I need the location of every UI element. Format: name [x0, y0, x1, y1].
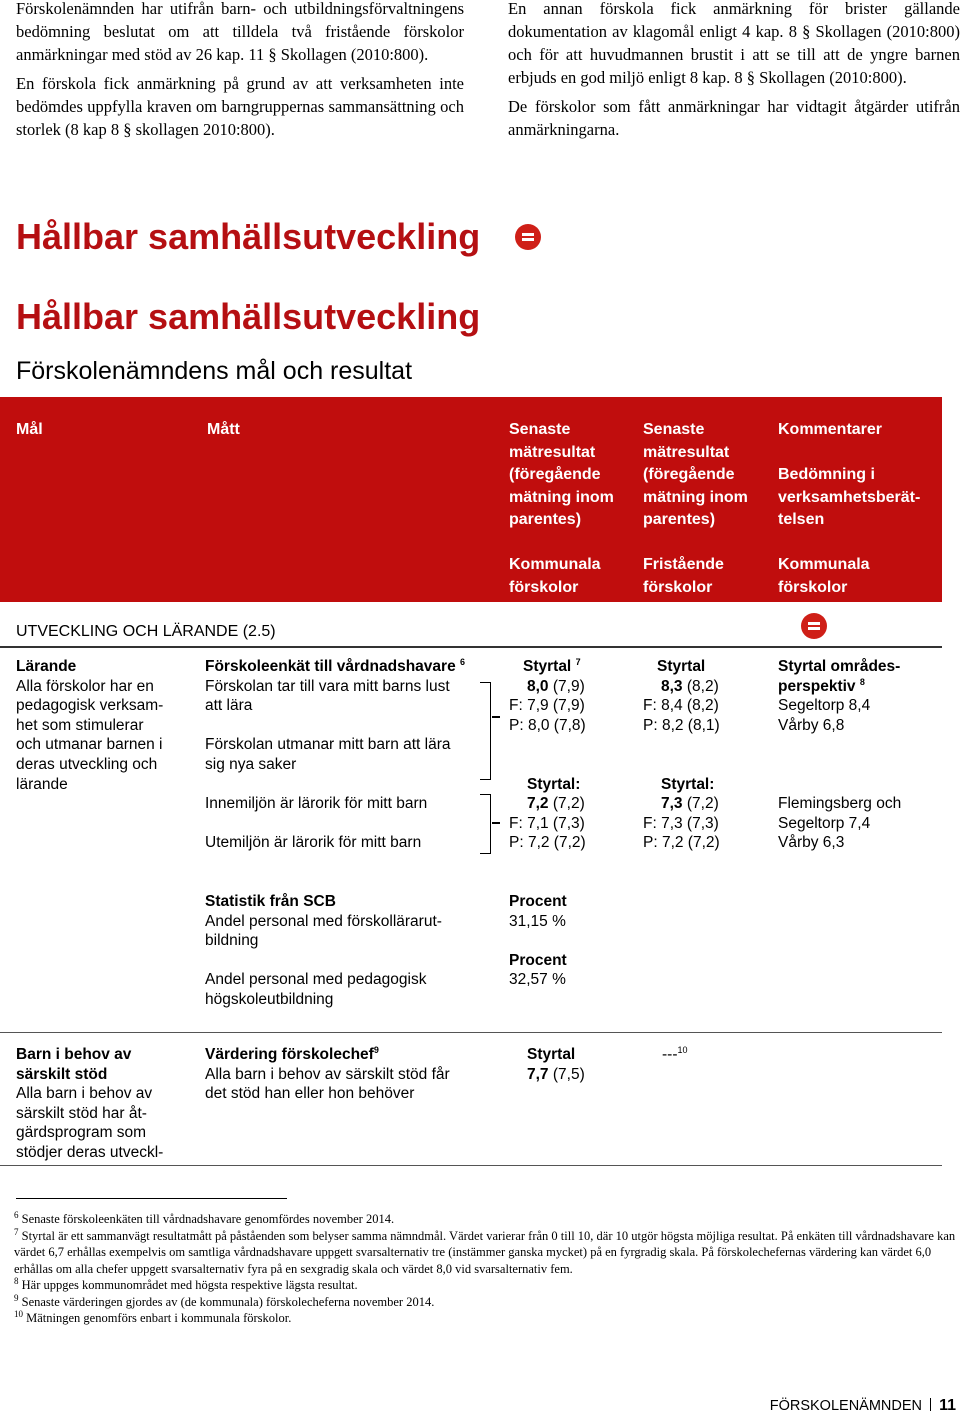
- scb-measure-line: Andel personal med pedagogisk: [205, 971, 427, 989]
- header-matt: Mått: [207, 421, 240, 438]
- styrtal-label: Styrtal: [527, 1046, 576, 1063]
- result-value: [643, 794, 773, 814]
- header-line: förskolor: [509, 578, 579, 596]
- scb-measure-line: Andel personal med förskollärarut-: [205, 912, 442, 930]
- measure-line: Innemiljön är lärorik för mitt barn: [205, 795, 428, 813]
- goal-text-line: Alla barn i behov av: [16, 1085, 153, 1103]
- intro-right-paragraph-1: En annan förskola fick anmärkning för brister gällande dokumentation av klagomål enligt 4 kap. 8 § Skollagen (2010:800) och för att huvudmannen brustit i att se till att de yngre barnen erbjuds en god miljö enligt 8 kap. 8 § Skollagen (2010:800).: [508, 0, 960, 87]
- section-title-text: Hållbar samhällsutveckling: [16, 216, 481, 257]
- measure-line: Alla barn i behov av särskilt stöd får: [205, 1065, 450, 1083]
- styrtal-label: [509, 657, 639, 677]
- footnote-ref: 9: [373, 1044, 379, 1055]
- header-comments-kommunala: [778, 554, 870, 599]
- intro-right-paragraph-2: De förskolor som fått anmärkningar har vidtagit åtgärder utifrån anmärkningarna.: [508, 97, 960, 139]
- styrtal-label: Styrtal: [657, 658, 706, 675]
- footnote-text: Senaste förskoleenkäten till vårdnadshavare genomfördes november 2014.: [21, 1212, 395, 1226]
- group-brace-tick: [492, 716, 500, 718]
- footnote-text: Här uppges kommunområdet med högsta respektive lägsta resultat.: [21, 1278, 358, 1292]
- measure-line: det stöd han eller hon behöver: [205, 1085, 415, 1103]
- footnote: [14, 1211, 958, 1228]
- scb-statistics: [205, 892, 495, 1010]
- footnote-ref: 10: [677, 1044, 688, 1055]
- header-line: Bedömning i: [778, 466, 875, 483]
- footnote-text: Styrtal är ett sammanvägt resultatmått på påståenden som belyser samma nämndmål. Värdet varierar från 0 till 10, där 10 utgör högsta möjliga resultat. På enkäten till vårdnadshavare kan värdet 6,7 erhållas exempelvis om samtliga vårdnadshavare uppgett svarsalternativ tre (instämmer ganska mycket) på en fyrgradig skala. På förskolechefernas värdering kan värdet 6,0 erhållas om alla chefer uppgett svarsalternativ fyra på en sexgradig skala och värdet 8,0 vid svarsalternativ fem.: [14, 1228, 956, 1276]
- header-line: Senaste: [509, 421, 571, 438]
- intro-left-column: [16, 0, 464, 141]
- header-line: parentes): [509, 511, 582, 528]
- header-line: telsen: [778, 511, 825, 528]
- result-previous: (7,9): [548, 677, 585, 695]
- goal-title: Lärande: [16, 658, 77, 675]
- header-line: mätresultat: [643, 443, 730, 461]
- measure-line: Förskolan tar till vara mitt barns lust: [205, 677, 450, 695]
- header-line: Kommunala: [509, 556, 601, 573]
- page-number: 11: [939, 1397, 956, 1414]
- procent-label: Procent: [509, 951, 567, 969]
- comments-larande: [778, 657, 948, 853]
- result-kommunal-row2: [509, 1045, 639, 1084]
- measure-title: [205, 657, 495, 677]
- section-title: [16, 214, 480, 260]
- result-main: 8,0: [527, 677, 549, 695]
- result-previous: (7,5): [548, 1065, 585, 1083]
- measure-title-text: Förskoleenkät till vårdnadshavare: [205, 658, 456, 675]
- header-comments-title: Kommentarer: [778, 421, 883, 438]
- footnote-number: 7: [14, 1226, 19, 1237]
- group-brace: [480, 794, 491, 854]
- page-footer: [770, 1397, 956, 1415]
- result-value: [643, 677, 773, 697]
- intro-left-paragraph-2: En förskola fick anmärkning på grund av att verksamheten inte bedömdes uppfylla kraven om barngruppernas sammansättning och storlek (8 kap 8 § skollagen 2010:800).: [16, 74, 464, 139]
- header-line: Kommunala: [778, 556, 870, 573]
- footnote-ref: 6: [460, 656, 466, 667]
- goal-text-line: gärdsprogram som: [16, 1124, 147, 1142]
- measure-line: Förskolan utmanar mitt barn att lära: [205, 736, 451, 754]
- result-f: F: 7,3 (7,3): [643, 814, 719, 832]
- scb-value: 31,15 %: [509, 912, 566, 930]
- header-fristaende-forskolor: [643, 554, 724, 599]
- comment-line: Segeltorp 7,4: [778, 814, 871, 832]
- result-f: F: 7,9 (7,9): [509, 697, 585, 715]
- result-main: 7,7: [527, 1065, 549, 1083]
- footnotes: [14, 1211, 958, 1327]
- intro-right-column: [508, 0, 960, 141]
- styrtal-text: Styrtal: [523, 658, 572, 675]
- header-fristaende-latest: [643, 419, 773, 532]
- goal-text-line: Alla förskolor har en: [16, 677, 154, 695]
- result-p: P: 7,2 (7,2): [509, 834, 586, 852]
- footnote-number: 10: [14, 1308, 23, 1319]
- comment-title: [778, 677, 948, 697]
- result-p: P: 8,2 (8,1): [643, 716, 720, 734]
- group-brace: [480, 682, 491, 780]
- result-value: [509, 1065, 639, 1085]
- header-line: parentes): [643, 511, 716, 528]
- goal-text-line: deras utveckling och: [16, 755, 158, 773]
- divider: [0, 1165, 942, 1166]
- footer-label: FÖRSKOLENÄMNDEN: [769, 1398, 923, 1414]
- result-f: F: 7,1 (7,3): [509, 814, 585, 832]
- result-fristaende: [643, 657, 773, 853]
- result-value: [509, 794, 639, 814]
- header-line: mätresultat: [509, 443, 596, 461]
- footnote-text: Senaste värderingen gjordes av (de kommunala) förskolecheferna november 2014.: [21, 1294, 435, 1309]
- comment-title: Styrtal områdes-: [778, 658, 901, 675]
- subtitle: Förskolenämndens mål och resultat: [16, 357, 413, 385]
- procent-label: Procent: [509, 893, 567, 910]
- measure-line: Utemiljön är lärorik för mitt barn: [205, 834, 422, 852]
- result-f: F: 8,4 (8,2): [643, 697, 719, 715]
- scb-title: Statistik från SCB: [205, 893, 336, 910]
- header-line: verksamhetsberät-: [778, 488, 921, 506]
- header-comments: [778, 419, 938, 532]
- divider: [0, 1032, 942, 1033]
- goal-text-line: stödjer deras utveckl-: [16, 1143, 164, 1161]
- goal-text-line: lärande: [16, 775, 68, 793]
- result-p: P: 7,2 (7,2): [643, 834, 720, 852]
- header-line: Fristående: [643, 556, 724, 573]
- goal-text-line: och utmanar barnen i: [16, 736, 163, 754]
- result-value: [509, 677, 639, 697]
- result-main: 7,3: [661, 795, 683, 813]
- scb-value: 32,57 %: [509, 971, 566, 989]
- result-previous: (7,2): [682, 795, 719, 813]
- goal-text-line: särskilt stöd har åt-: [16, 1104, 147, 1122]
- comment-line: Segeltorp 8,4: [778, 697, 871, 715]
- result-previous: (7,2): [548, 795, 585, 813]
- measure-line: att lära: [205, 697, 253, 715]
- footnote-separator: [16, 1198, 287, 1199]
- measure-forskoleenkat: [205, 657, 495, 853]
- result-fristaende-row2: [662, 1045, 688, 1065]
- measure-vardering: [205, 1045, 500, 1104]
- goal-text-line: pedagogisk verksam-: [16, 697, 164, 715]
- footnote-ref: 7: [575, 656, 581, 667]
- header-kommunal-latest: [509, 419, 639, 532]
- goal-title: särskilt stöd: [16, 1065, 108, 1083]
- goal-text-line: het som stimulerar: [16, 716, 144, 734]
- result-p: P: 8,0 (7,8): [509, 716, 586, 734]
- group-title: UTVECKLING OCH LÄRANDE (2.5): [16, 623, 276, 640]
- intro-left-paragraph-1: Förskolenämnden har utifrån barn- och utbildningsförvaltningens bedömning beslutat om att tilldela två fristående förskolor anmärkningar med stöd av 26 kap. 11 § Skollagen (2010:800).: [16, 0, 464, 64]
- footnote: [14, 1310, 958, 1327]
- scb-measure-line: bildning: [205, 932, 259, 950]
- header-line: (föregående: [643, 466, 735, 483]
- footnote-ref: 8: [859, 676, 865, 687]
- header-line: mätning inom: [643, 488, 748, 506]
- scb-values: [509, 892, 639, 990]
- comment-title-text: perspektiv: [778, 677, 856, 695]
- comment-line: Flemingsberg och: [778, 795, 902, 813]
- header-mal: Mål: [16, 421, 43, 438]
- comment-line: Vårby 6,3: [778, 834, 845, 852]
- not-measured: ---: [662, 1046, 678, 1063]
- result-main: 7,2: [527, 795, 549, 813]
- scb-measure-line: högskoleutbildning: [205, 990, 334, 1008]
- header-line: Senaste: [643, 421, 705, 438]
- goal-sarskilt-stod: [16, 1045, 194, 1163]
- header-line: förskolor: [778, 578, 848, 596]
- header-line: förskolor: [643, 578, 713, 596]
- footer-separator: [930, 1398, 931, 1411]
- result-previous: (8,2): [682, 677, 719, 695]
- styrtal-label: Styrtal:: [661, 775, 715, 793]
- footnote-number: 6: [14, 1209, 19, 1220]
- footnote: [14, 1277, 958, 1294]
- equal-status-icon: [801, 613, 827, 639]
- group-brace-tick: [492, 822, 500, 824]
- footnote: [14, 1294, 958, 1311]
- measure-line: sig nya saker: [205, 755, 297, 773]
- divider: [0, 646, 942, 648]
- goal-title: Barn i behov av: [16, 1046, 132, 1063]
- goal-larande: [16, 657, 194, 794]
- measure-title-text: Värdering förskolechef: [205, 1046, 374, 1063]
- equal-status-icon: [515, 224, 541, 250]
- footnote: [14, 1228, 958, 1278]
- header-kommunala-forskolor: [509, 554, 601, 599]
- styrtal-label: Styrtal:: [527, 775, 581, 793]
- footnote-number: 8: [14, 1275, 19, 1286]
- header-line: (föregående: [509, 466, 601, 483]
- section-title-secondary: Hållbar samhällsutveckling: [16, 296, 481, 337]
- header-line: mätning inom: [509, 488, 614, 506]
- measure-title: [205, 1045, 500, 1065]
- footnote-number: 9: [14, 1292, 19, 1303]
- result-main: 8,3: [661, 677, 683, 695]
- result-kommunal: [509, 657, 639, 853]
- comment-line: Vårby 6,8: [778, 716, 845, 734]
- footnote-text: Mätningen genomförs enbart i kommunala förskolor.: [26, 1311, 292, 1325]
